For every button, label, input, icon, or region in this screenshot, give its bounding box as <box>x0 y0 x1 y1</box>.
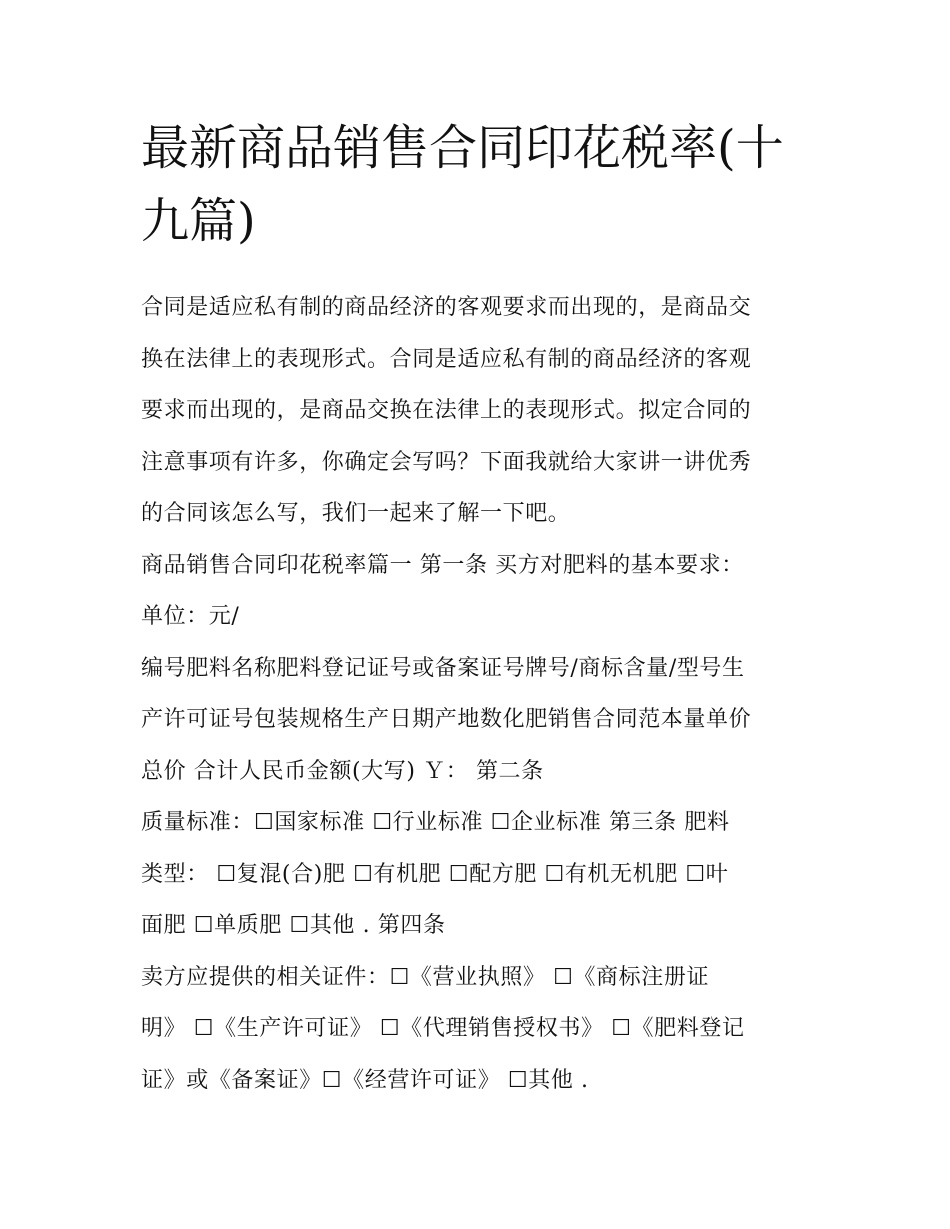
body-line: 明》 ☐《生产许可证》 ☐《代理销售授权书》 ☐《肥料登记 <box>141 1016 745 1041</box>
body-line: 商品销售合同印花税率篇一 第一条 买方对肥料的基本要求： <box>141 552 744 578</box>
intro-paragraph <box>141 282 813 540</box>
title-line-2: 九篇) <box>141 193 256 249</box>
body-line: 总价 合计人民币金额(大写) Ｙ： 第二条 <box>141 758 544 784</box>
intro-line: 要求而出现的，是商品交换在法律上的表现形式。拟定合同的 <box>141 398 752 423</box>
body-line: 面肥 ☐单质肥 ☐其他 . 第四条 <box>141 913 446 938</box>
title-line-1: 最新商品销售合同印花税率(十 <box>141 120 784 176</box>
intro-line: 的合同该怎么写，我们一起来了解一下吧。 <box>141 501 571 526</box>
contract-body <box>141 540 813 1107</box>
body-line: 卖方应提供的相关证件：☐《营业执照》 ☐《商标注册证 <box>141 964 710 990</box>
body-line: 编号肥料名称肥料登记证号或备案证号牌号/商标含量/型号生 <box>141 655 745 681</box>
body-line: 类型： ☐复混(合)肥 ☐有机肥 ☐配方肥 ☐有机无机肥 ☐叶 <box>141 861 729 887</box>
document-title <box>141 112 813 258</box>
body-line: 产许可证号包装规格生产日期产地数化肥销售合同范本量单价 <box>141 707 752 732</box>
body-line: 单位：元/ <box>141 604 240 629</box>
document-page <box>141 112 813 1106</box>
intro-line: 合同是适应私有制的商品经济的客观要求而出现的，是商品交 <box>141 295 752 320</box>
intro-line: 换在法律上的表现形式。合同是适应私有制的商品经济的客观 <box>141 346 752 372</box>
intro-line: 注意事项有许多，你确定会写吗？下面我就给大家讲一讲优秀 <box>141 449 752 475</box>
body-line: 证》或《备案证》☐《经营许可证》 ☐其他 . <box>141 1067 589 1093</box>
body-line: 质量标准：☐国家标准 ☐行业标准 ☐企业标准 第三条 肥料 <box>141 810 730 835</box>
